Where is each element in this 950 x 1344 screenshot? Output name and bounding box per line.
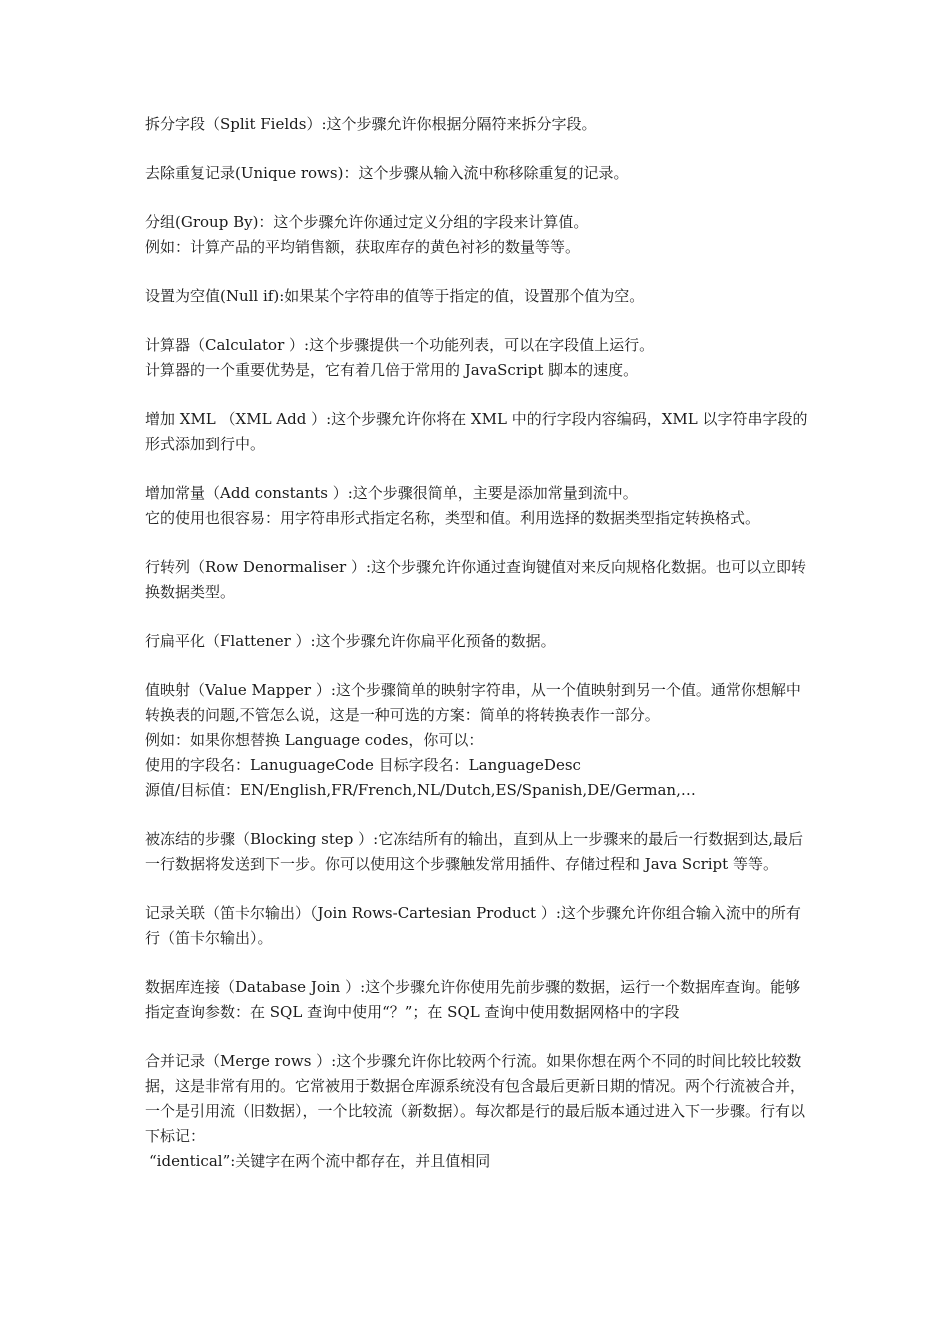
paragraph-group-by (145, 210, 810, 260)
paragraph-join-rows (145, 901, 810, 951)
paragraph-line: 计算器（Calculator ）:这个步骤提供一个功能列表，可以在字段值上运行。 (145, 336, 655, 354)
paragraph-line: 例如：计算产品的平均销售额，获取库存的黄色衬衫的数量等等。 (145, 238, 581, 256)
paragraph-line: 值映射（Value Mapper ）:这个步骤简单的映射字符串，从一个值映射到另一个值。通常你想解中转换表的问题,不管怎么说，这是一种可选的方案：简单的将转换表作一部分。 (145, 681, 801, 724)
paragraph-line: 合并记录（Merge rows ）:这个步骤允许你比较两个行流。如果你想在两个不同的时间比较比较数据，这是非常有用的。它常被用于数据仓库源系统没有包含最后更新日期的情况。两个行流被合并，一个是引用流（旧数据），一个比较流（新数据）。每次都是行的最后版本通过进入下一步骤。行有以下标记： (145, 1052, 806, 1145)
paragraph-line: 增加 XML （XML Add ）:这个步骤允许你将在 XML 中的行字段内容编码，XML 以字符串字段的形式添加到行中。 (145, 410, 808, 453)
paragraph-line: 去除重复记录(Unique rows)：这个步骤从输入流中称移除重复的记录。 (145, 164, 629, 182)
paragraph-flattener (145, 629, 810, 654)
paragraph-xml-add (145, 407, 810, 457)
paragraph-line: 它的使用也很容易：用字符串形式指定名称，类型和值。利用选择的数据类型指定转换格式。 (145, 509, 761, 527)
paragraph-line: 拆分字段（Split Fields）:这个步骤允许你根据分隔符来拆分字段。 (145, 115, 597, 133)
paragraph-line: “identical”:关键字在两个流中都存在，并且值相同 (149, 1152, 491, 1170)
paragraph-line: 数据库连接（Database Join ）:这个步骤允许你使用先前步骤的数据，运行一个数据库查询。能够指定查询参数：在 SQL 查询中使用“？”；在 SQL 查询中使用数据网格中的字段 (145, 978, 801, 1021)
paragraph-line: 源值/目标值：EN/English,FR/French,NL/Dutch,ES/Spanish,DE/German,… (145, 781, 696, 799)
paragraph-split-fields (145, 112, 810, 137)
paragraph-unique-rows (145, 161, 810, 186)
paragraph-line: 增加常量（Add constants ）:这个步骤很简单，主要是添加常量到流中。 (145, 484, 638, 502)
paragraph-line: 分组(Group By)：这个步骤允许你通过定义分组的字段来计算值。 (145, 213, 589, 231)
paragraph-line: 行转列（Row Denormaliser ）:这个步骤允许你通过查询键值对来反向规格化数据。也可以立即转换数据类型。 (145, 558, 807, 601)
paragraph-line: 计算器的一个重要优势是，它有着几倍于常用的 JavaScript 脚本的速度。 (145, 361, 639, 379)
paragraph-line: 被冻结的步骤（Blocking step ）:它冻结所有的输出，直到从上一步骤来的最后一行数据到达,最后一行数据将发送到下一步。你可以使用这个步骤触发常用插件、存储过程和 Java Script 等等。 (145, 830, 803, 873)
paragraph-database-join (145, 975, 810, 1025)
paragraph-line: 记录关联（笛卡尔输出）（Join Rows-Cartesian Product ）:这个步骤允许你组合输入流中的所有行（笛卡尔输出）。 (145, 904, 801, 947)
paragraph-calculator (145, 333, 810, 383)
document-body (145, 112, 810, 1198)
paragraph-line: 行扁平化（Flattener ）:这个步骤允许你扁平化预备的数据。 (145, 632, 556, 650)
paragraph-value-mapper (145, 678, 810, 803)
paragraph-null-if (145, 284, 810, 309)
paragraph-line: 使用的字段名：LanuguageCode 目标字段名：LanguageDesc (145, 756, 581, 774)
paragraph-blocking-step (145, 827, 810, 877)
paragraph-merge-rows (145, 1049, 810, 1174)
paragraph-row-denormaliser (145, 555, 810, 605)
paragraph-line: 例如：如果你想替换 Language codes，你可以： (145, 731, 484, 749)
paragraph-line: 设置为空值(Null if):如果某个字符串的值等于指定的值，设置那个值为空。 (145, 287, 645, 305)
paragraph-add-constants (145, 481, 810, 531)
